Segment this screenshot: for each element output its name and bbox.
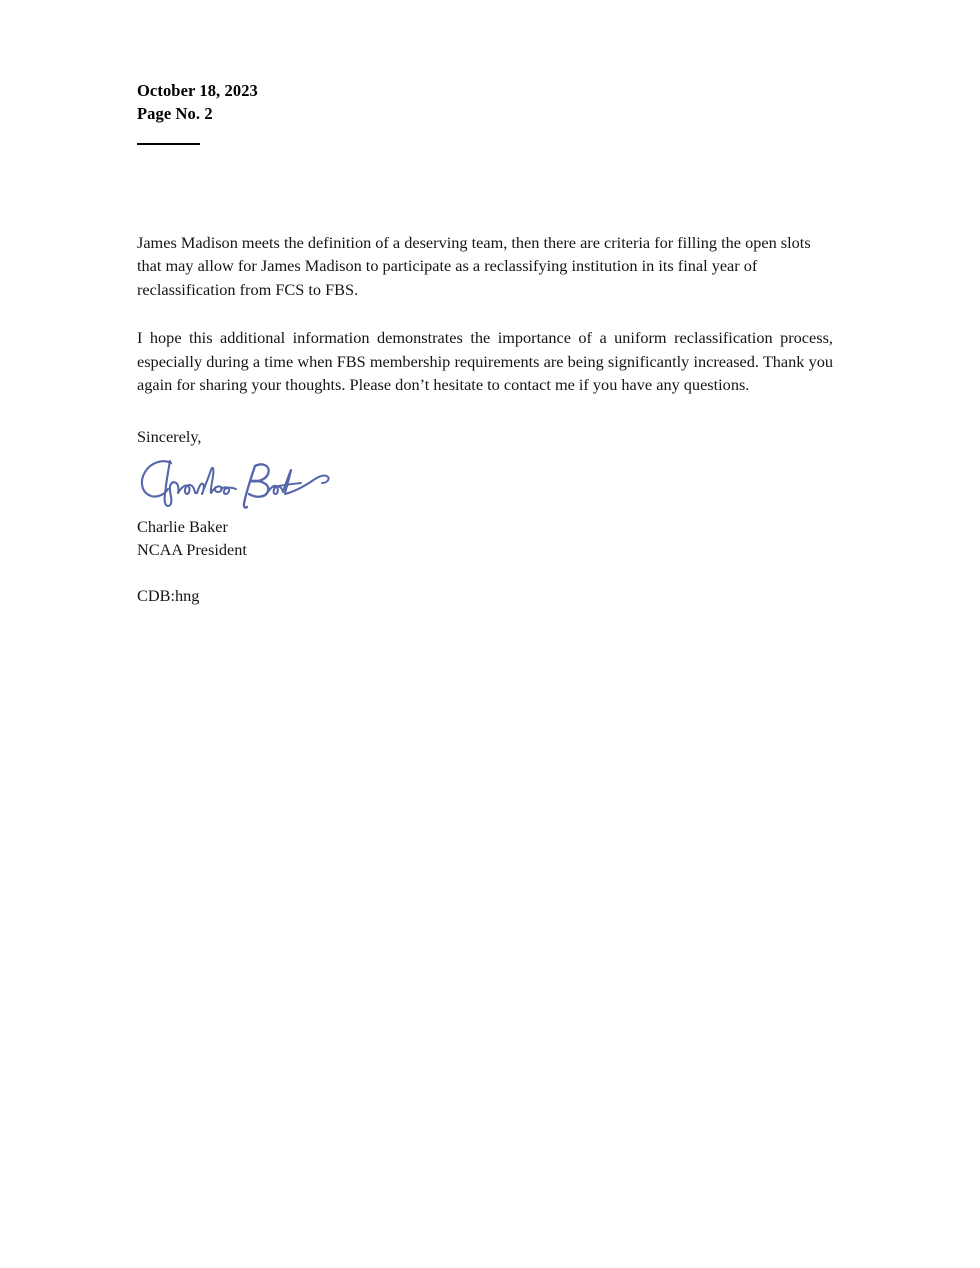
signer-title: NCAA President bbox=[137, 540, 247, 559]
signer-block bbox=[137, 516, 537, 561]
continuation-header bbox=[137, 80, 833, 145]
page-number-label: Page No. 2 bbox=[137, 103, 213, 123]
signer-name: Charlie Baker bbox=[137, 517, 228, 537]
typist-reference-line: CDB:hng bbox=[137, 585, 200, 605]
letter-body bbox=[137, 231, 833, 396]
closing-salutation: Sincerely, bbox=[137, 427, 202, 446]
letter-date: October 18, 2023 bbox=[137, 81, 258, 100]
signature-image bbox=[137, 456, 367, 510]
body-paragraph: I hope this additional information demonstrates the importance of a uniform reclassification process, especially during a time when FBS membership requirements are being significantly increased. Thank you again for sharing your thoughts. Please don’t hesitate to contact me if you have any questions. bbox=[137, 328, 833, 395]
closing-block bbox=[137, 425, 537, 607]
header-divider-rule bbox=[137, 143, 200, 145]
body-paragraph: James Madison meets the definition of a deserving team, then there are criteria for filling the open slots that may allow for James Madison to participate as a reclassifying institution in its final year of reclassification from FCS to FBS. bbox=[137, 233, 811, 299]
